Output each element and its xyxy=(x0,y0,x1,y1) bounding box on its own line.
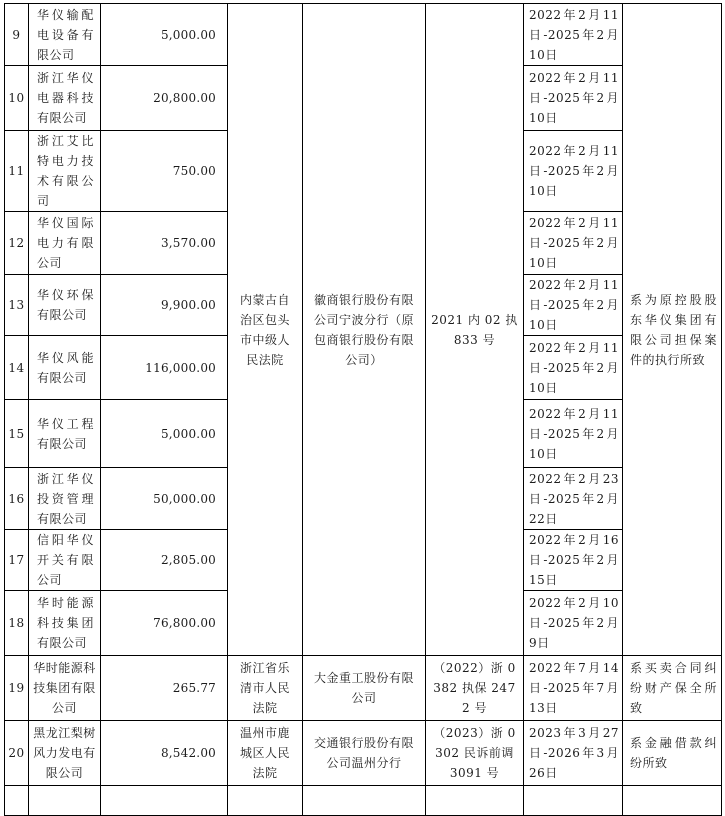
company-cell: 华仪国际电力有限公司 xyxy=(29,212,101,275)
company-cell: 华仪环保有限公司 xyxy=(29,275,101,336)
amount-cell: 750.00 xyxy=(101,131,228,212)
row-number-cell: 17 xyxy=(5,530,29,591)
period-cell: 2022年2月16日-2025年2月15日 xyxy=(524,530,623,591)
case-number-cell xyxy=(426,786,524,816)
amount-cell: 3,570.00 xyxy=(101,212,228,275)
reason-cell-merged: 系为原控股股东华仪集团有限公司担保案件的执行所致 xyxy=(623,4,722,656)
case-number-cell: （2023）浙 0302 民诉前调 3091 号 xyxy=(426,721,524,786)
period-cell: 2022年7月14日-2025年7月13日 xyxy=(524,656,623,721)
share-freeze-table xyxy=(4,3,722,816)
row-number-cell: 12 xyxy=(5,212,29,275)
row-number-cell: 18 xyxy=(5,591,29,656)
amount-cell: 50,000.00 xyxy=(101,468,228,530)
amount-cell xyxy=(101,786,228,816)
row-number-cell: 11 xyxy=(5,131,29,212)
company-cell: 华时能源科技集团有限公司 xyxy=(29,591,101,656)
row-number-cell: 14 xyxy=(5,336,29,400)
company-cell: 浙江艾比特电力技术有限公司 xyxy=(29,131,101,212)
court-cell xyxy=(228,786,303,816)
company-cell xyxy=(29,786,101,816)
table-row xyxy=(5,656,722,721)
amount-cell: 5,000.00 xyxy=(101,400,228,468)
amount-cell: 76,800.00 xyxy=(101,591,228,656)
amount-cell: 116,000.00 xyxy=(101,336,228,400)
court-cell: 浙江省乐清市人民法院 xyxy=(228,656,303,721)
amount-cell: 20,800.00 xyxy=(101,66,228,131)
row-number-cell: 19 xyxy=(5,656,29,721)
period-cell: 2022年2月11日-2025年2月10日 xyxy=(524,131,623,212)
amount-cell: 2,805.00 xyxy=(101,530,228,591)
reason-cell: 系金融借款纠纷所致 xyxy=(623,721,722,786)
row-number-cell: 16 xyxy=(5,468,29,530)
amount-cell: 265.77 xyxy=(101,656,228,721)
period-cell: 2022年2月11日-2025年2月10日 xyxy=(524,212,623,275)
period-cell: 2022年2月11日-2025年2月10日 xyxy=(524,336,623,400)
amount-cell: 5,000.00 xyxy=(101,4,228,66)
applicant-cell-merged: 徽商银行股份有限公司宁波分行（原包商银行股份有限公司） xyxy=(303,4,426,656)
court-cell: 温州市鹿城区人民法院 xyxy=(228,721,303,786)
row-number-cell: 13 xyxy=(5,275,29,336)
amount-cell: 9,900.00 xyxy=(101,275,228,336)
table-row-partial xyxy=(5,786,722,816)
applicant-cell: 交通银行股份有限公司温州分行 xyxy=(303,721,426,786)
case-number-cell-merged: 2021 内 02 执 833 号 xyxy=(426,4,524,656)
amount-cell: 8,542.00 xyxy=(101,721,228,786)
period-cell: 2022年2月11日-2025年2月10日 xyxy=(524,275,623,336)
table-row xyxy=(5,721,722,786)
company-cell: 浙江华仪电器科技有限公司 xyxy=(29,66,101,131)
company-cell: 浙江华仪投资管理有限公司 xyxy=(29,468,101,530)
company-cell: 信阳华仪开关有限公司 xyxy=(29,530,101,591)
applicant-cell: 大金重工股份有限公司 xyxy=(303,656,426,721)
period-cell xyxy=(524,786,623,816)
company-cell: 华仪输配电设备有限公司 xyxy=(29,4,101,66)
company-cell: 华仪工程有限公司 xyxy=(29,400,101,468)
company-cell: 华时能源科技集团有限公司 xyxy=(29,656,101,721)
company-cell: 华仪风能有限公司 xyxy=(29,336,101,400)
period-cell: 2022年2月10日-2025年2月9日 xyxy=(524,591,623,656)
row-number-cell: 15 xyxy=(5,400,29,468)
court-cell-merged: 内蒙古自治区包头市中级人民法院 xyxy=(228,4,303,656)
period-cell: 2022年2月11日-2025年2月10日 xyxy=(524,4,623,66)
row-number-cell: 9 xyxy=(5,4,29,66)
row-number-cell: 10 xyxy=(5,66,29,131)
period-cell: 2022年2月11日-2025年2月10日 xyxy=(524,66,623,131)
period-cell: 2023年3月27日-2026年3月26日 xyxy=(524,721,623,786)
period-cell: 2022年2月23日-2025年2月22日 xyxy=(524,468,623,530)
period-cell: 2022年2月11日-2025年2月10日 xyxy=(524,400,623,468)
company-cell: 黑龙江梨树风力发电有限公司 xyxy=(29,721,101,786)
reason-cell: 系买卖合同纠纷财产保全所致 xyxy=(623,656,722,721)
applicant-cell xyxy=(303,786,426,816)
row-number-cell xyxy=(5,786,29,816)
case-number-cell: （2022）浙 0382 执保 2472 号 xyxy=(426,656,524,721)
table-row xyxy=(5,4,722,66)
row-number-cell: 20 xyxy=(5,721,29,786)
reason-cell xyxy=(623,786,722,816)
